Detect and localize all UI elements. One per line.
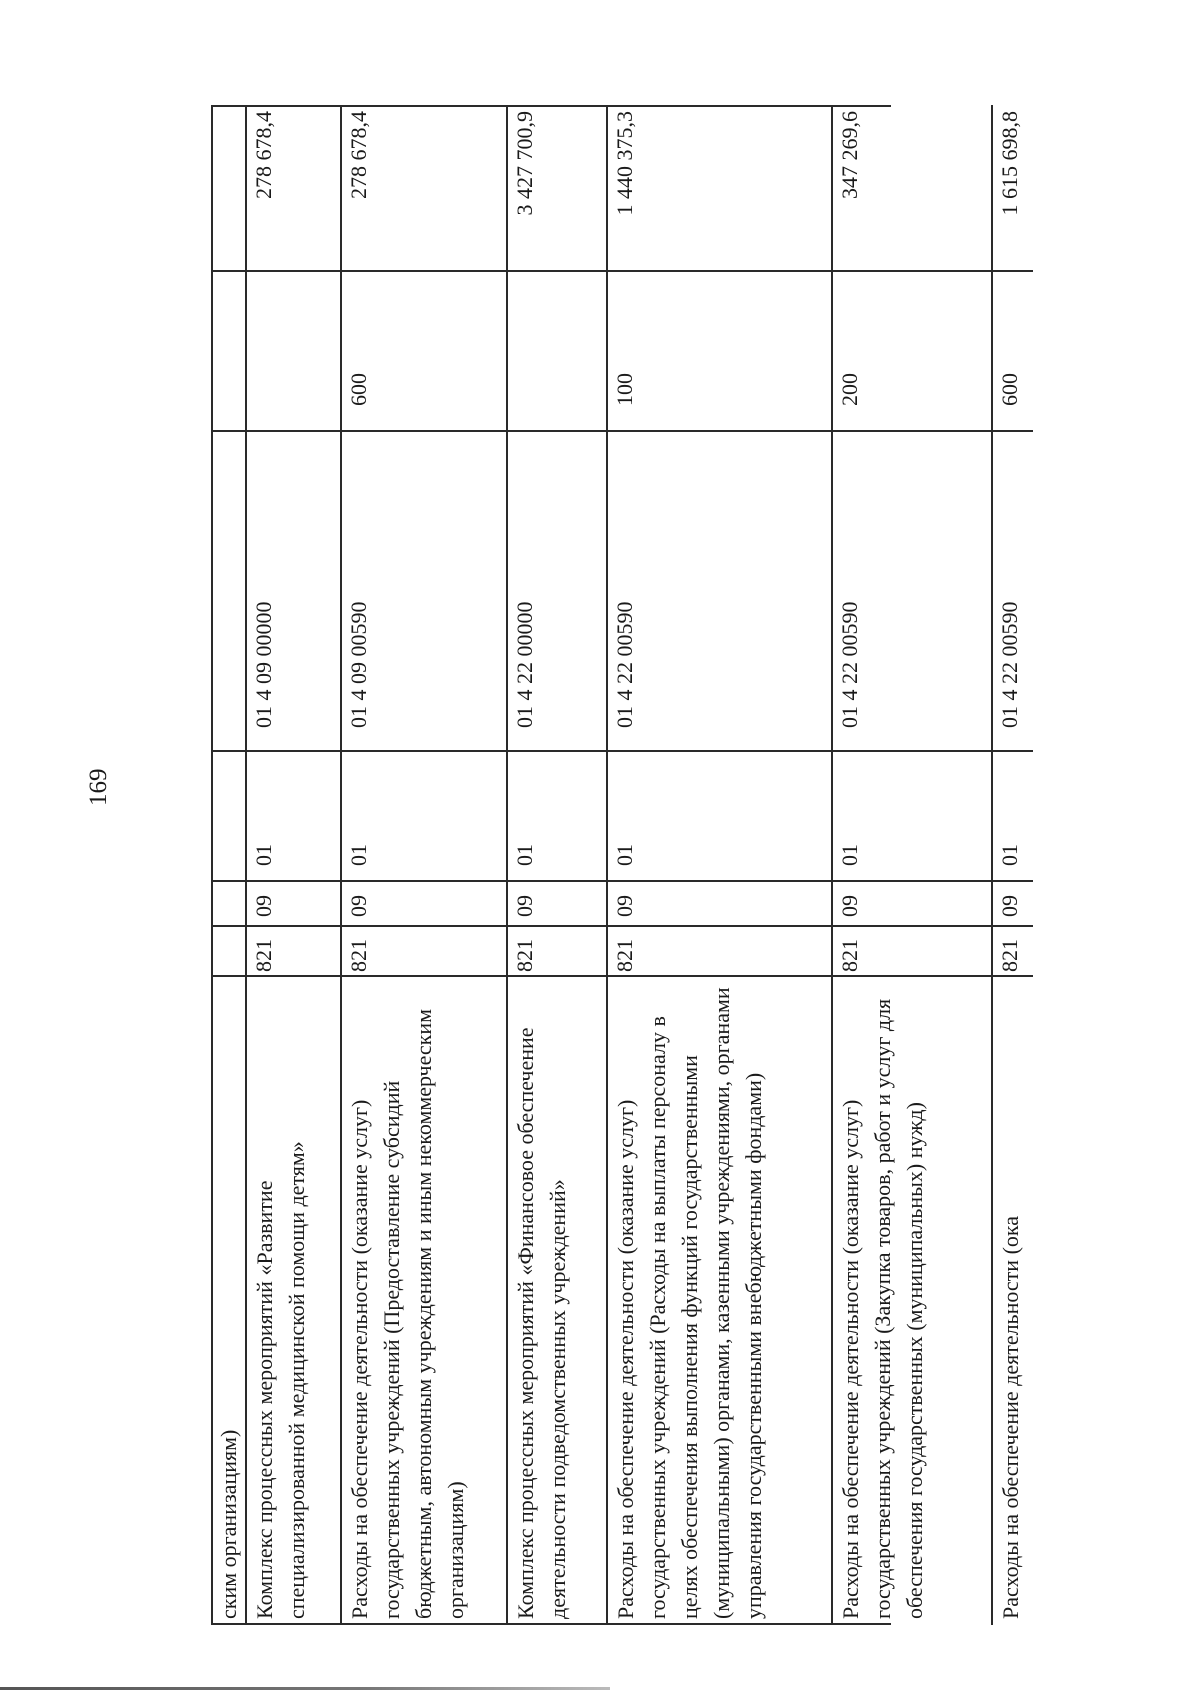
- row-subsection: 01: [342, 750, 506, 880]
- table-row: [211, 105, 247, 1625]
- row-admin-code: [211, 925, 245, 975]
- row-name: Комплекс процессных мероприятий «Финансовое обеспечение деятельности подведомственных учреждений»: [508, 975, 606, 1625]
- page-number: 169: [85, 768, 112, 806]
- row-name: ским организациям): [211, 975, 245, 1625]
- row-section: 09: [508, 880, 606, 925]
- row-target-article: 01 4 22 00590: [608, 430, 831, 750]
- row-amount: 1 440 375,3: [612, 111, 637, 216]
- table-row: [833, 105, 993, 1625]
- row-section: 09: [608, 880, 831, 925]
- row-subsection: 01: [993, 750, 1033, 880]
- budget-table: [211, 105, 1023, 1625]
- row-target-article: 01 4 22 00000: [508, 430, 606, 750]
- row-section: 09: [993, 880, 1033, 925]
- row-section: 09: [833, 880, 991, 925]
- row-amount: 278 678,4: [346, 111, 371, 199]
- row-subsection: [211, 750, 245, 880]
- table-row: [342, 105, 508, 1625]
- table-row: [247, 105, 342, 1625]
- row-admin-code: 821: [247, 925, 340, 975]
- row-amount: 1 615 698,8: [997, 111, 1022, 216]
- row-amount: 347 269,6: [837, 111, 862, 199]
- row-amount: 3 427 700,9: [512, 111, 537, 216]
- row-amount: 278 678,4: [251, 111, 276, 199]
- row-section: [211, 880, 245, 925]
- row-admin-code: 821: [608, 925, 831, 975]
- scan-edge-line: [0, 1687, 610, 1690]
- row-section: 09: [247, 880, 340, 925]
- row-expense-type: 200: [833, 270, 991, 430]
- row-amount: [211, 105, 245, 270]
- row-target-article: 01 4 09 00590: [342, 430, 506, 750]
- row-name: Расходы на обеспечение деятельности (оказание услуг) государственных учреждений (Расходы на выплаты персоналу в целях обеспечения выполнения функций государственными (муниципальными) органами, казенными учреждениями, органами управления государственными внебюджетными фондами): [608, 975, 831, 1625]
- row-subsection: 01: [608, 750, 831, 880]
- row-target-article: 01 4 22 00590: [993, 430, 1033, 750]
- row-target-article: [211, 430, 245, 750]
- row-admin-code: 821: [342, 925, 506, 975]
- row-section: 09: [342, 880, 506, 925]
- row-expense-type: 600: [342, 270, 506, 430]
- row-target-article: 01 4 09 00000: [247, 430, 340, 750]
- row-subsection: 01: [508, 750, 606, 880]
- row-name: Расходы на обеспечение деятельности (оказание услуг) государственных учреждений (Закупка товаров, работ и услуг для обеспечения государственных (муниципальных) нужд): [833, 975, 991, 1625]
- row-subsection: 01: [247, 750, 340, 880]
- row-expense-type: [211, 270, 245, 430]
- row-name: Расходы на обеспечение деятельности (ока: [993, 975, 1033, 1625]
- row-name: Расходы на обеспечение деятельности (оказание услуг) государственных учреждений (Предоставление субсидий бюджетным, автономным учреждениям и иным некоммерческим организациям): [342, 975, 506, 1625]
- row-expense-type: 600: [993, 270, 1033, 430]
- row-name: Комплекс процессных мероприятий «Развитие специализированной медицинской помощи детям»: [247, 975, 340, 1625]
- row-expense-type: [247, 270, 340, 430]
- table-row: [608, 105, 833, 1625]
- row-admin-code: 821: [508, 925, 606, 975]
- row-target-article: 01 4 22 00590: [833, 430, 991, 750]
- row-expense-type: [508, 270, 606, 430]
- row-admin-code: 821: [993, 925, 1033, 975]
- row-subsection: 01: [833, 750, 991, 880]
- row-expense-type: 100: [608, 270, 831, 430]
- row-admin-code: 821: [833, 925, 991, 975]
- table-row: [993, 105, 1033, 1625]
- table-row: [508, 105, 608, 1625]
